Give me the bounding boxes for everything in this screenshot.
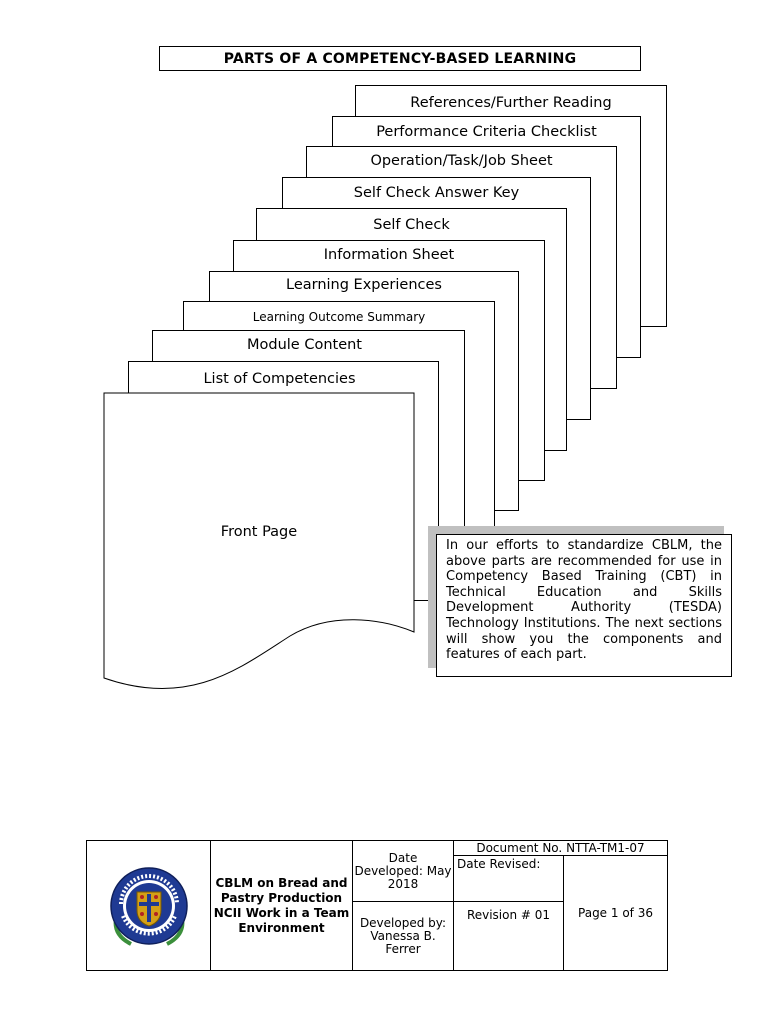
page-number: Page 1 of 36 (564, 856, 668, 971)
logo-cell (87, 841, 211, 971)
course-title: CBLM on Bread and Pastry Production NCII Work in a Team Environment (211, 841, 353, 971)
note-box (436, 534, 732, 677)
sheet-label: Self Check Answer Key (353, 185, 520, 201)
sheet-label: References/Further Reading (410, 95, 612, 111)
revision-number: Revision # 01 (454, 902, 564, 971)
sheet-label: List of Competencies (203, 371, 356, 387)
page-title: PARTS OF A COMPETENCY-BASED LEARNING (159, 46, 641, 71)
sheet-label: Information Sheet (323, 247, 455, 263)
developed-by: Developed by: Vanessa B. Ferrer (353, 902, 454, 971)
date-revised: Date Revised: (454, 856, 564, 902)
sheet-label: Operation/Task/Job Sheet (370, 153, 553, 169)
sheet-label: Module Content (246, 337, 362, 353)
note-text: In our efforts to standardize CBLM, the above parts are recommended for use in Competency Based Training (CBT) in Technical Education and Skills Development Authority (TESDA) Technology Institutions. The next sections will show you the components and features of each part. (446, 538, 722, 663)
document-number: Document No. NTTA-TM1-07 (454, 841, 668, 856)
document-footer (86, 840, 668, 971)
date-developed: Date Developed: May 2018 (353, 841, 454, 902)
sheet-label: Learning Outcome Summary (252, 310, 426, 324)
sheet-label: Learning Experiences (286, 277, 442, 293)
school-seal-icon (107, 864, 191, 948)
sheet-label: Self Check (373, 217, 450, 233)
front-page-label: Front Page (220, 524, 298, 540)
sheet-label: Performance Criteria Checklist (376, 124, 597, 140)
